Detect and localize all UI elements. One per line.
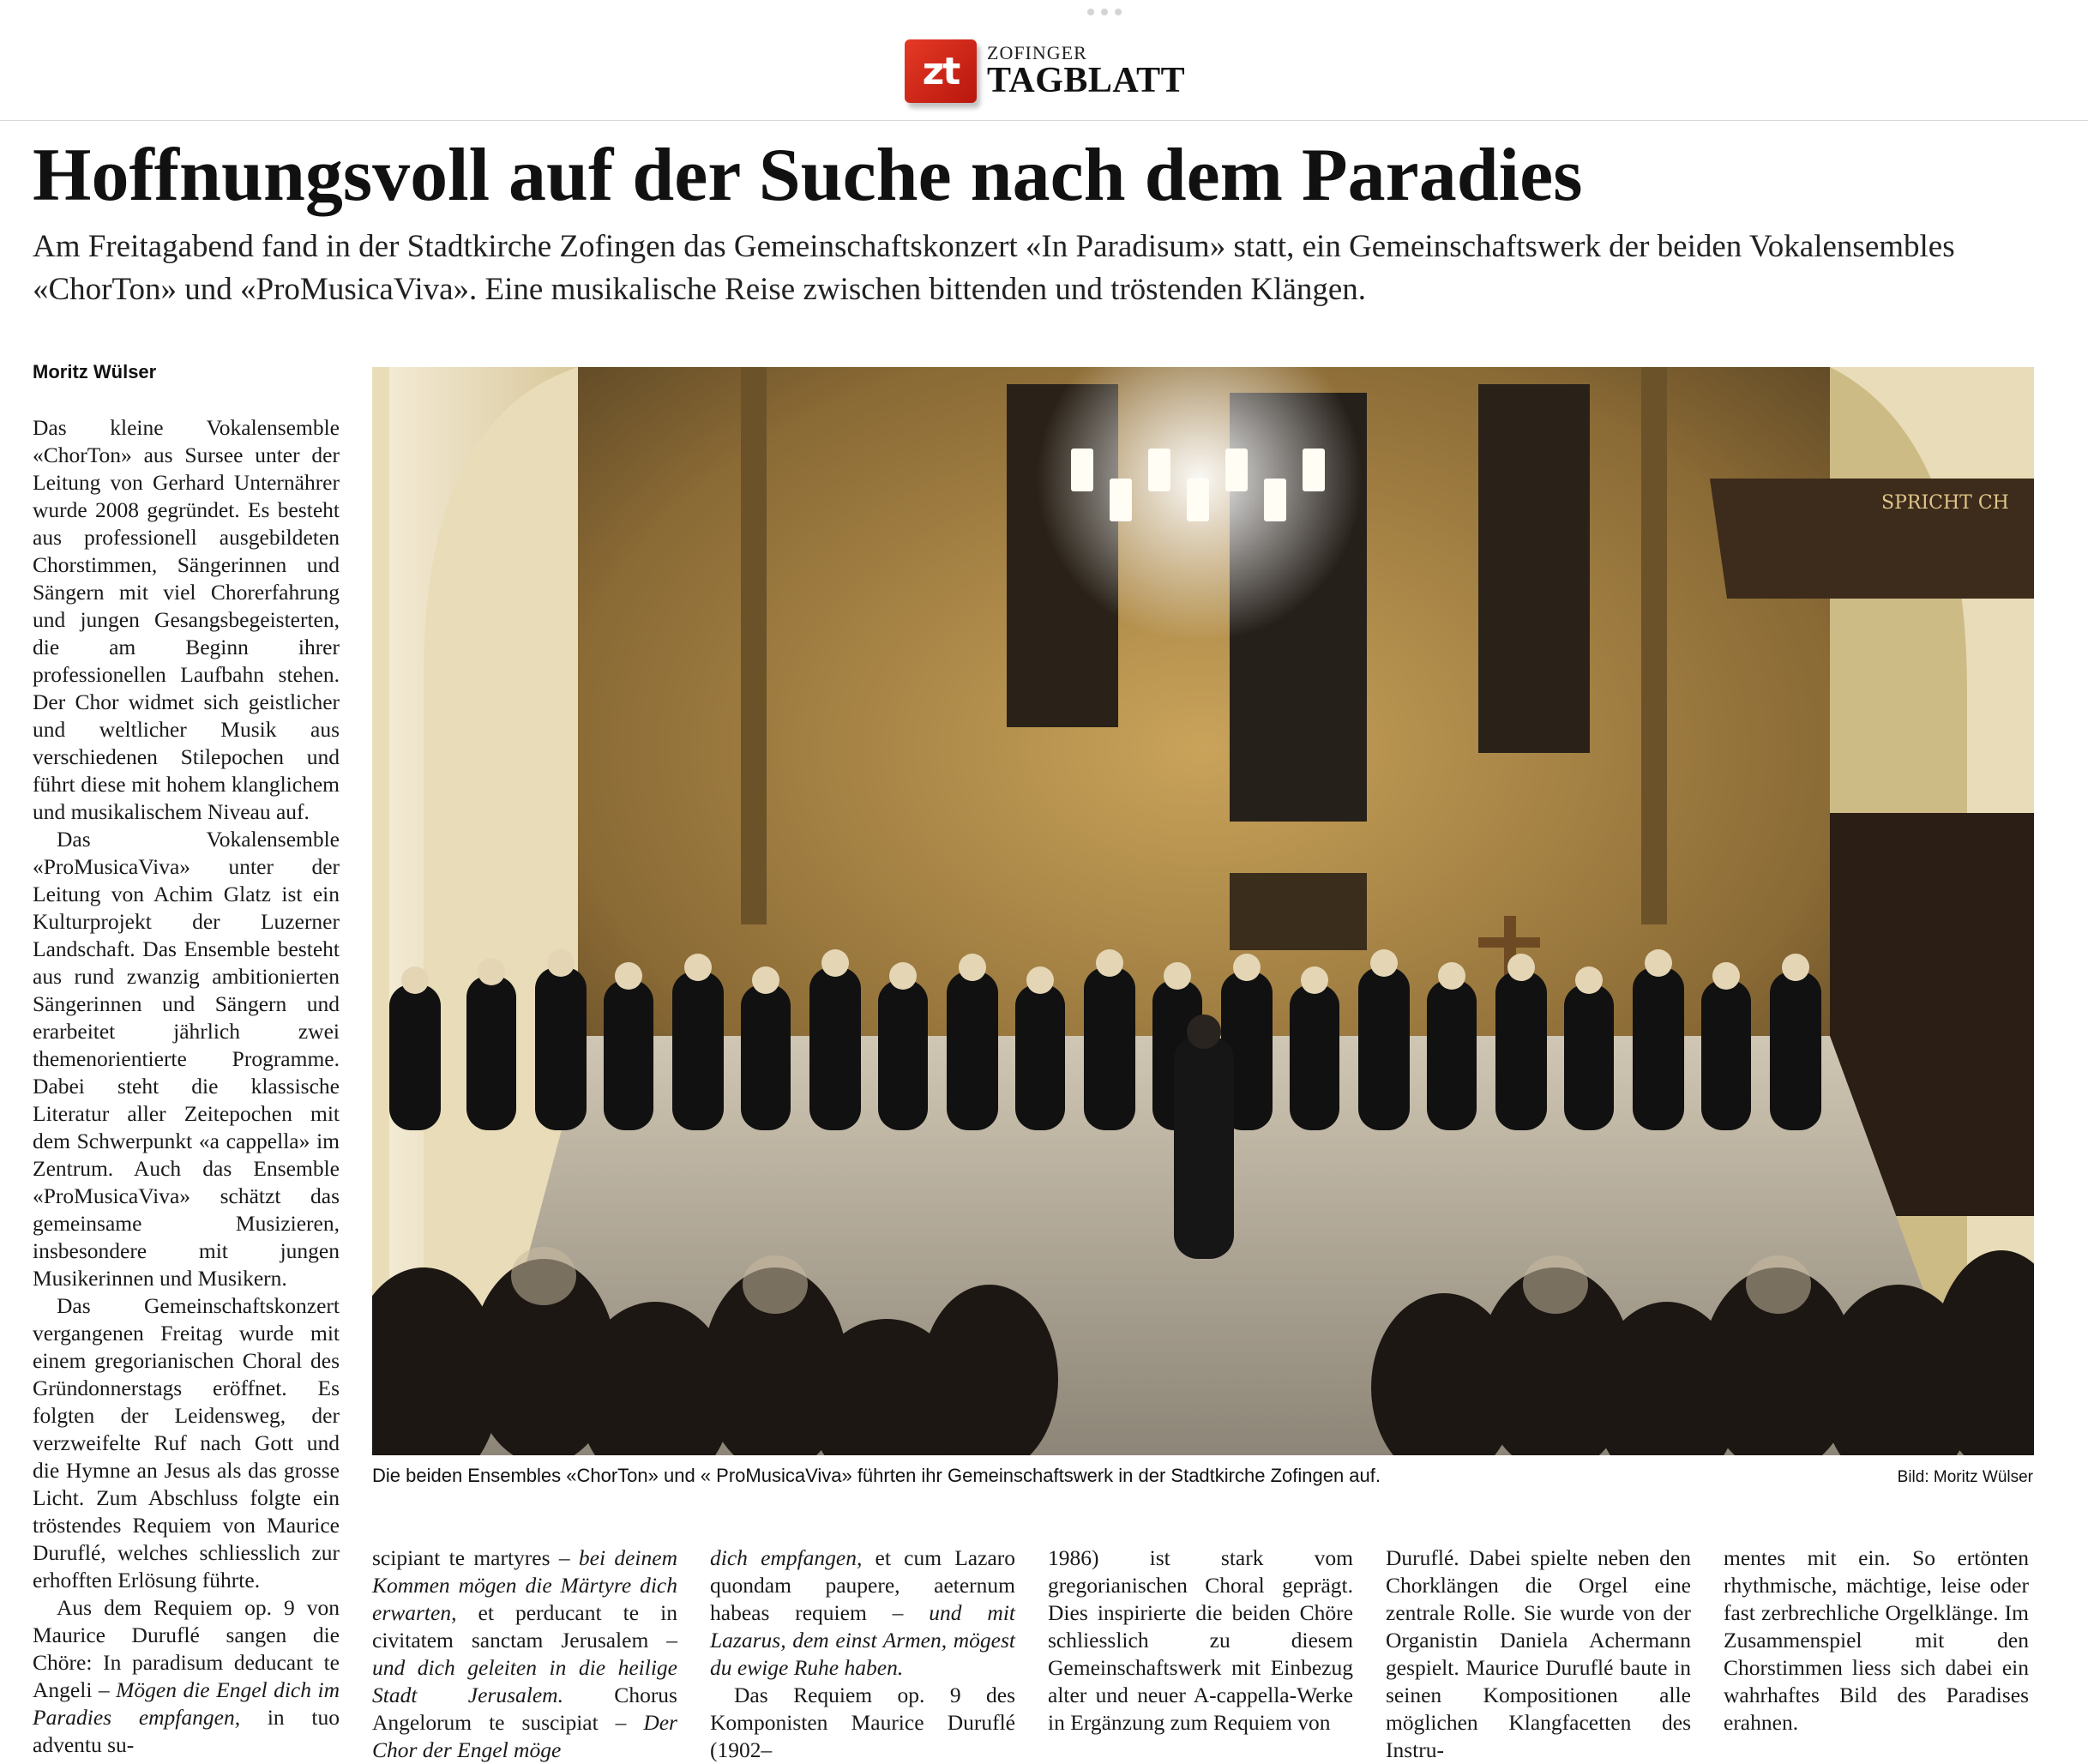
brand-name <box>987 44 1185 99</box>
text-span: et perducant te in civitatem sanctam Jerusalem – <box>372 1600 677 1653</box>
text-span: et cum Lazaro quondam paupere, aeternum habeas requiem – <box>710 1545 1015 1625</box>
header-divider <box>0 120 2088 121</box>
article-column-4 <box>1048 1544 1353 1737</box>
text-span: scipiant te martyres – <box>372 1545 579 1570</box>
page-dots <box>1087 9 1122 17</box>
conductor <box>1174 1014 1234 1259</box>
paragraph-requiem <box>33 1594 340 1759</box>
article-byline: Moritz Wülser <box>33 361 157 382</box>
italic-translation: bei deinem Kommen mögen die Märtyre dich erwarten, <box>372 1545 677 1625</box>
italic-translation: und mit Lazarus, dem einst Armen, mögest du ewige Ruhe haben. <box>710 1600 1015 1680</box>
brand-name-main: TAGBLATT <box>987 61 1186 100</box>
italic-translation: Der Chor der Engel möge <box>372 1710 677 1762</box>
article-column-1 <box>33 414 340 1759</box>
concert-photo <box>372 367 2034 1455</box>
paragraph-chorton: Das kleine Vokalensemble «ChorTon» aus Sursee unter der Leitung von Gerhard Unternährer wurde 2008 gegründet. Es besteht aus professionell ausgebildeten Chorstimmen, Sängerinnen und Sängern mit viel Chorerfahrung und jungen Gesangsbegeisterten, die am Beginn ihrer professionellen Laufbahn stehen. Der Chor widmet sich geistlicher und weltlicher Musik aus verschiedenen Stilepochen und führt diese mit hohem klanglichem und musikalischem Niveau auf. <box>33 415 340 824</box>
article-headline: Hoffnungsvoll auf der Suche nach dem Paradies <box>33 134 1583 217</box>
photo-credit: Bild: Moritz Wülser <box>1897 1468 2033 1486</box>
masthead <box>905 36 1185 106</box>
paragraph-organ: Duruflé. Dabei spielte neben den Chorklängen die Orgel eine zentrale Rolle. Sie wurde von der Organistin Daniela Achermann gespielt. Maurice Duruflé baute in seinen Kompositionen alle möglichen Klangfacetten des Instru- <box>1386 1545 1691 1762</box>
paragraph-requiem-end <box>710 1544 1015 1682</box>
italic-translation: und dich geleiten in die heilige Stadt Jerusalem. <box>372 1655 677 1707</box>
paragraph-gregorian: 1986) ist stark vom gregorianischen Choral geprägt. Dies inspirierte die beiden Chöre schliesslich zu diesem Gemeinschaftswerk mit Einbezug alter und neuer A-cappella-Werke in Ergänzung zum Requiem von <box>1048 1545 1353 1735</box>
paragraph-concert: Das Gemeinschaftskonzert vergangenen Freitag wurde mit einem gregorianischen Choral des Gründonnerstags eröffnet. Es folgten der Leidensweg, der verzweifelte Ruf nach Gott und die Hymne an Jesus als das grosse Licht. Zum Abschluss folgte ein tröstendes Requiem von Maurice Duruflé, welches schliesslich zur erhofften Erlösung führte. <box>33 1293 340 1592</box>
italic-translation: dich empfangen, <box>710 1545 863 1570</box>
text-span: Chorus Angelorum te suscipiat – <box>372 1683 677 1735</box>
article-column-6 <box>1724 1544 2029 1737</box>
paragraph-durufle: Das Requiem op. 9 des Komponisten Maurice Duruflé (1902– <box>710 1683 1015 1762</box>
article-lead: Am Freitagabend fand in der Stadtkirche Zofingen das Gemeinschaftskonzert «In Paradisum» statt, ein Gemeinschaftswerk der beiden Vokalensembles «ChorTon» und «ProMusicaViva». Eine musikalische Reise zwischen bittenden und tröstenden Klängen. <box>33 229 1955 307</box>
text-span: in tuo adventu su- <box>33 1705 340 1757</box>
article-column-5 <box>1386 1544 1691 1764</box>
zt-logo: zt <box>905 39 977 103</box>
church-concert-illustration <box>372 367 2034 1455</box>
paragraph-closing: mentes mit ein. So ertönten rhythmische, mächtige, leise oder fast zerbrechliche Orgelklänge. Im Zusammenspiel mit den Chorstimmen liess sich dabei ein wahrhaftes Bild des Paradises erahnen. <box>1724 1545 2029 1735</box>
pulpit-inscription: SPRICHT CH <box>1881 492 2009 514</box>
paragraph-promusicaviva: Das Vokalensemble «ProMusicaViva» unter der Leitung von Achim Glatz ist ein Kulturprojekt der Luzerner Landschaft. Das Ensemble besteht aus rund zwanzig ambitionierten Sängerinnen und Sängern und erarbeitet jährlich zwei themenorientierte Programme. Dabei steht die klassische Literatur aller Zeitepochen mit dem Schwerpunkt «a cappella» im Zentrum. Auch das Ensemble «ProMusicaViva» schätzt das gemeinsame Musizieren, insbesondere mit jungen Musikerinnen und Musikern. <box>33 827 340 1291</box>
article-column-3 <box>710 1544 1015 1764</box>
brand-name-top: ZOFINGER <box>987 42 1087 63</box>
paragraph-requiem-continued <box>372 1544 677 1764</box>
text-span: Aus dem Requiem op. 9 von Maurice Duruflé sangen die Chöre: In paradisum deducant te Angeli – <box>33 1595 340 1702</box>
photo-caption: Die beiden Ensembles «ChorTon» und « ProMusicaViva» führten ihr Gemeinschaftswerk in der Stadtkirche Zofingen auf. <box>372 1465 1381 1486</box>
article-column-2 <box>372 1544 677 1764</box>
italic-translation: Mögen die Engel dich im Paradies empfangen, <box>33 1677 340 1730</box>
